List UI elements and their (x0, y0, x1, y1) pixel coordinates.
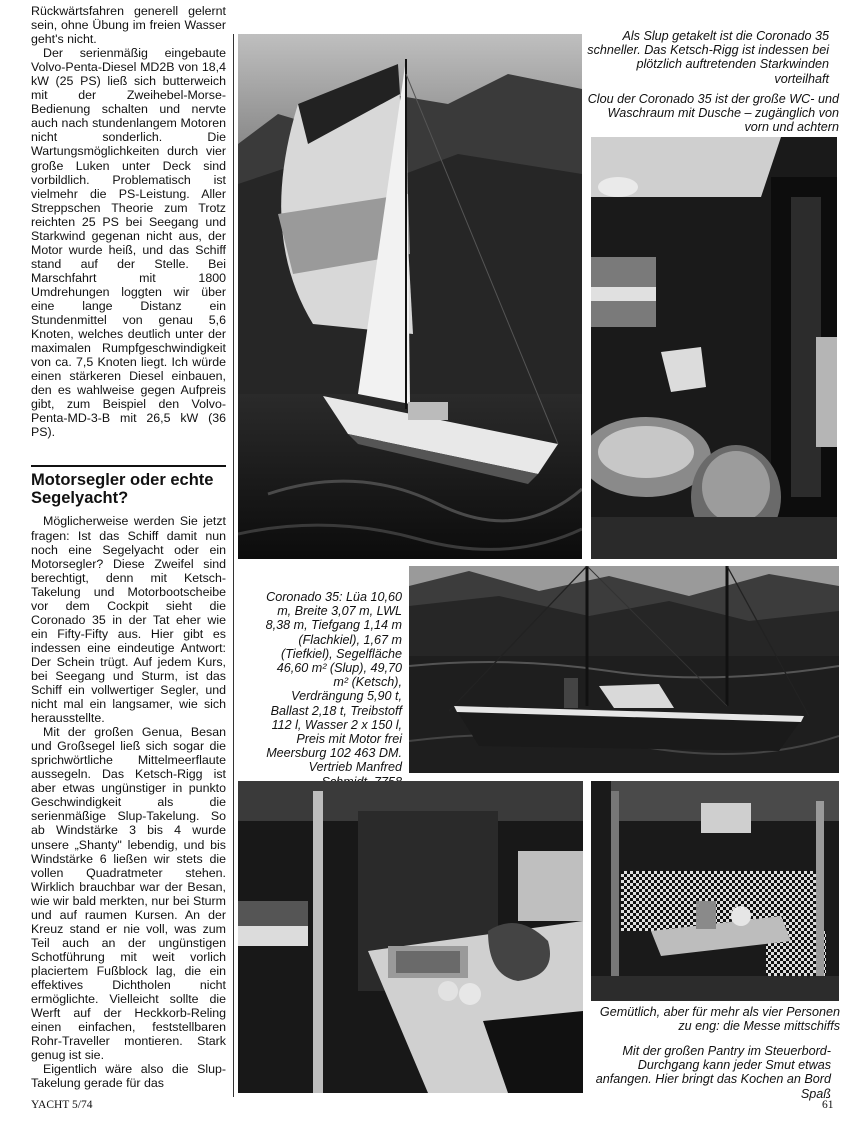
article-column (31, 4, 226, 1090)
photo-saloon (591, 781, 839, 1001)
caption-specs: Coronado 35: Lüa 10,60 m, Breite 3,07 m, LWL 8,38 m, Tiefgang 1,14 m (Flachkiel), 1,67 m (Tiefkiel), Segelfläche 46,60 m² (Slup), 49,70 m² (Ketsch), Verdrängung 5,90 t, Ballast 2,18 t, Treibstoff 112 l, Wasser 2 x 150 l, Preis mit Motor frei Meersburg 102 463 DM. Vertrieb Manfred (265, 590, 402, 775)
photo-pantry (238, 781, 583, 1093)
photo-sailing-yacht (238, 34, 582, 559)
article-paragraph: Der serienmäßig eingebaute Volvo-Penta-Diesel MD2B von 18,4 kW (25 PS) ließ sich butterweich mit der Zweihebel-Morse-Bedienung schalten und nervte auch nach stundenlangem Motoren nicht sonderlich. Die Wartungsmöglichkeiten durch vier große Luken unter Deck sind vorbildlich. Problematisch ist vielmehr die PS-Leistung. Aller Streppschen Theorie zum Trotz reichten 25 PS bei Seegang und Starkwind gegenan nicht aus, der Motor wurde heiß, und das Schiff stand auf der Stelle. Bei Marschfahrt mit 1800 Umdrehungen loggten wir über eine lange Distanz ein Stundenmittel von genau 5,6 Knoten, welches deutlich unter der maximalen Rumpfgeschwindigkeit von ca. 7,5 Knoten liegt. Ich würde einen stärkeren Diesel einbauen, den es wahlweise gegen Aufpreis gibt, zum Beispiel den Volvo-Penta-MD-3-B mit 26,5 kW (36 PS). (31, 46, 226, 440)
section-heading: Motorsegler oder echte Segelyacht? (31, 465, 226, 507)
article-paragraph: Möglicherweise werden Sie jetzt fragen: Ist das Schiff damit nun noch eine Segelyacht oder ein Motorsegler? Diese Zweifel sind berechtigt, denn mit Ketsch-Takelung und Motorbootscheibe vor dem Cockpit sieht die Coronado 35 in der Tat eher wie ein Fifty-Fifty aus. Hier gibt es indessen eine eindeutige Antwort: Der Schein trügt. Auf jedem Kurs, bei Seegang und Sturm, ist das Schiff ein vollwertiger Segler, und nicht mal ein langsamer, wie sich herausstellte. (31, 514, 226, 726)
footer-magazine: YACHT 5/74 (31, 1099, 93, 1111)
article-paragraph: Eigentlich wäre also die Slup-Takelung gerade für das (31, 1062, 226, 1091)
article-paragraph: Mit der großen Genua, Besan und Großsegel ließ sich sogar die sprichwörtliche Mittelmeerflaute aussegeln. Das Ketsch-Rigg ist aber etwas ungünstiger in punkto Geschwindigkeit als die serienmäßige Slup-Takelung. So ab Windstärke 3 bis 4 wurde unsere „Shanty" lebendig, und bis Windstärke 6 ließen wir stets die vollen Quadratmeter stehen. Wirklich brauchbar war der Besan, wie wir bald merkten, nur bei Sturm und auf raumen Kursen. An der Kreuz stand er nie voll, was zum Teil auch an der ungünstigen Schotführung mit weit vorlich placiertem Fußblock lag, die ein effektives Dichtholen nicht ermöglichte. Vielleicht sollte die Werft auf der Heckkorb-Reling einen einfachen, feststellbaren Rohr-Traveller montieren. Stark genug ist sie. (31, 725, 226, 1063)
footer-page-number: 61 (822, 1099, 834, 1111)
caption-slup: Als Slup getakelt ist die Coronado 35 schneller. Das Ketsch-Rigg ist indessen bei plötzlich auftretenden Starkwinden vorteilhaft (587, 29, 829, 86)
caption-wc: Clou der Coronado 35 ist der große WC- und Waschraum mit Dusche – zugänglich von vorn und achtern (587, 92, 839, 135)
photo-yacht-harbour (409, 566, 839, 773)
column-divider (233, 34, 234, 1097)
photo-washroom (591, 137, 837, 559)
caption-messe: Gemütlich, aber für mehr als vier Personen zu eng: die Messe mittschiffs (599, 1005, 840, 1034)
article-paragraph: Rückwärtsfahren generell gelernt sein, ohne Übung im freien Wasser geht's nicht. (31, 4, 226, 47)
caption-pantry: Mit der großen Pantry im Steuerbord-Durchgang kann jeder Smut etwas anfangen. Hier bringt das Kochen an Bord Spaß (595, 1044, 831, 1101)
